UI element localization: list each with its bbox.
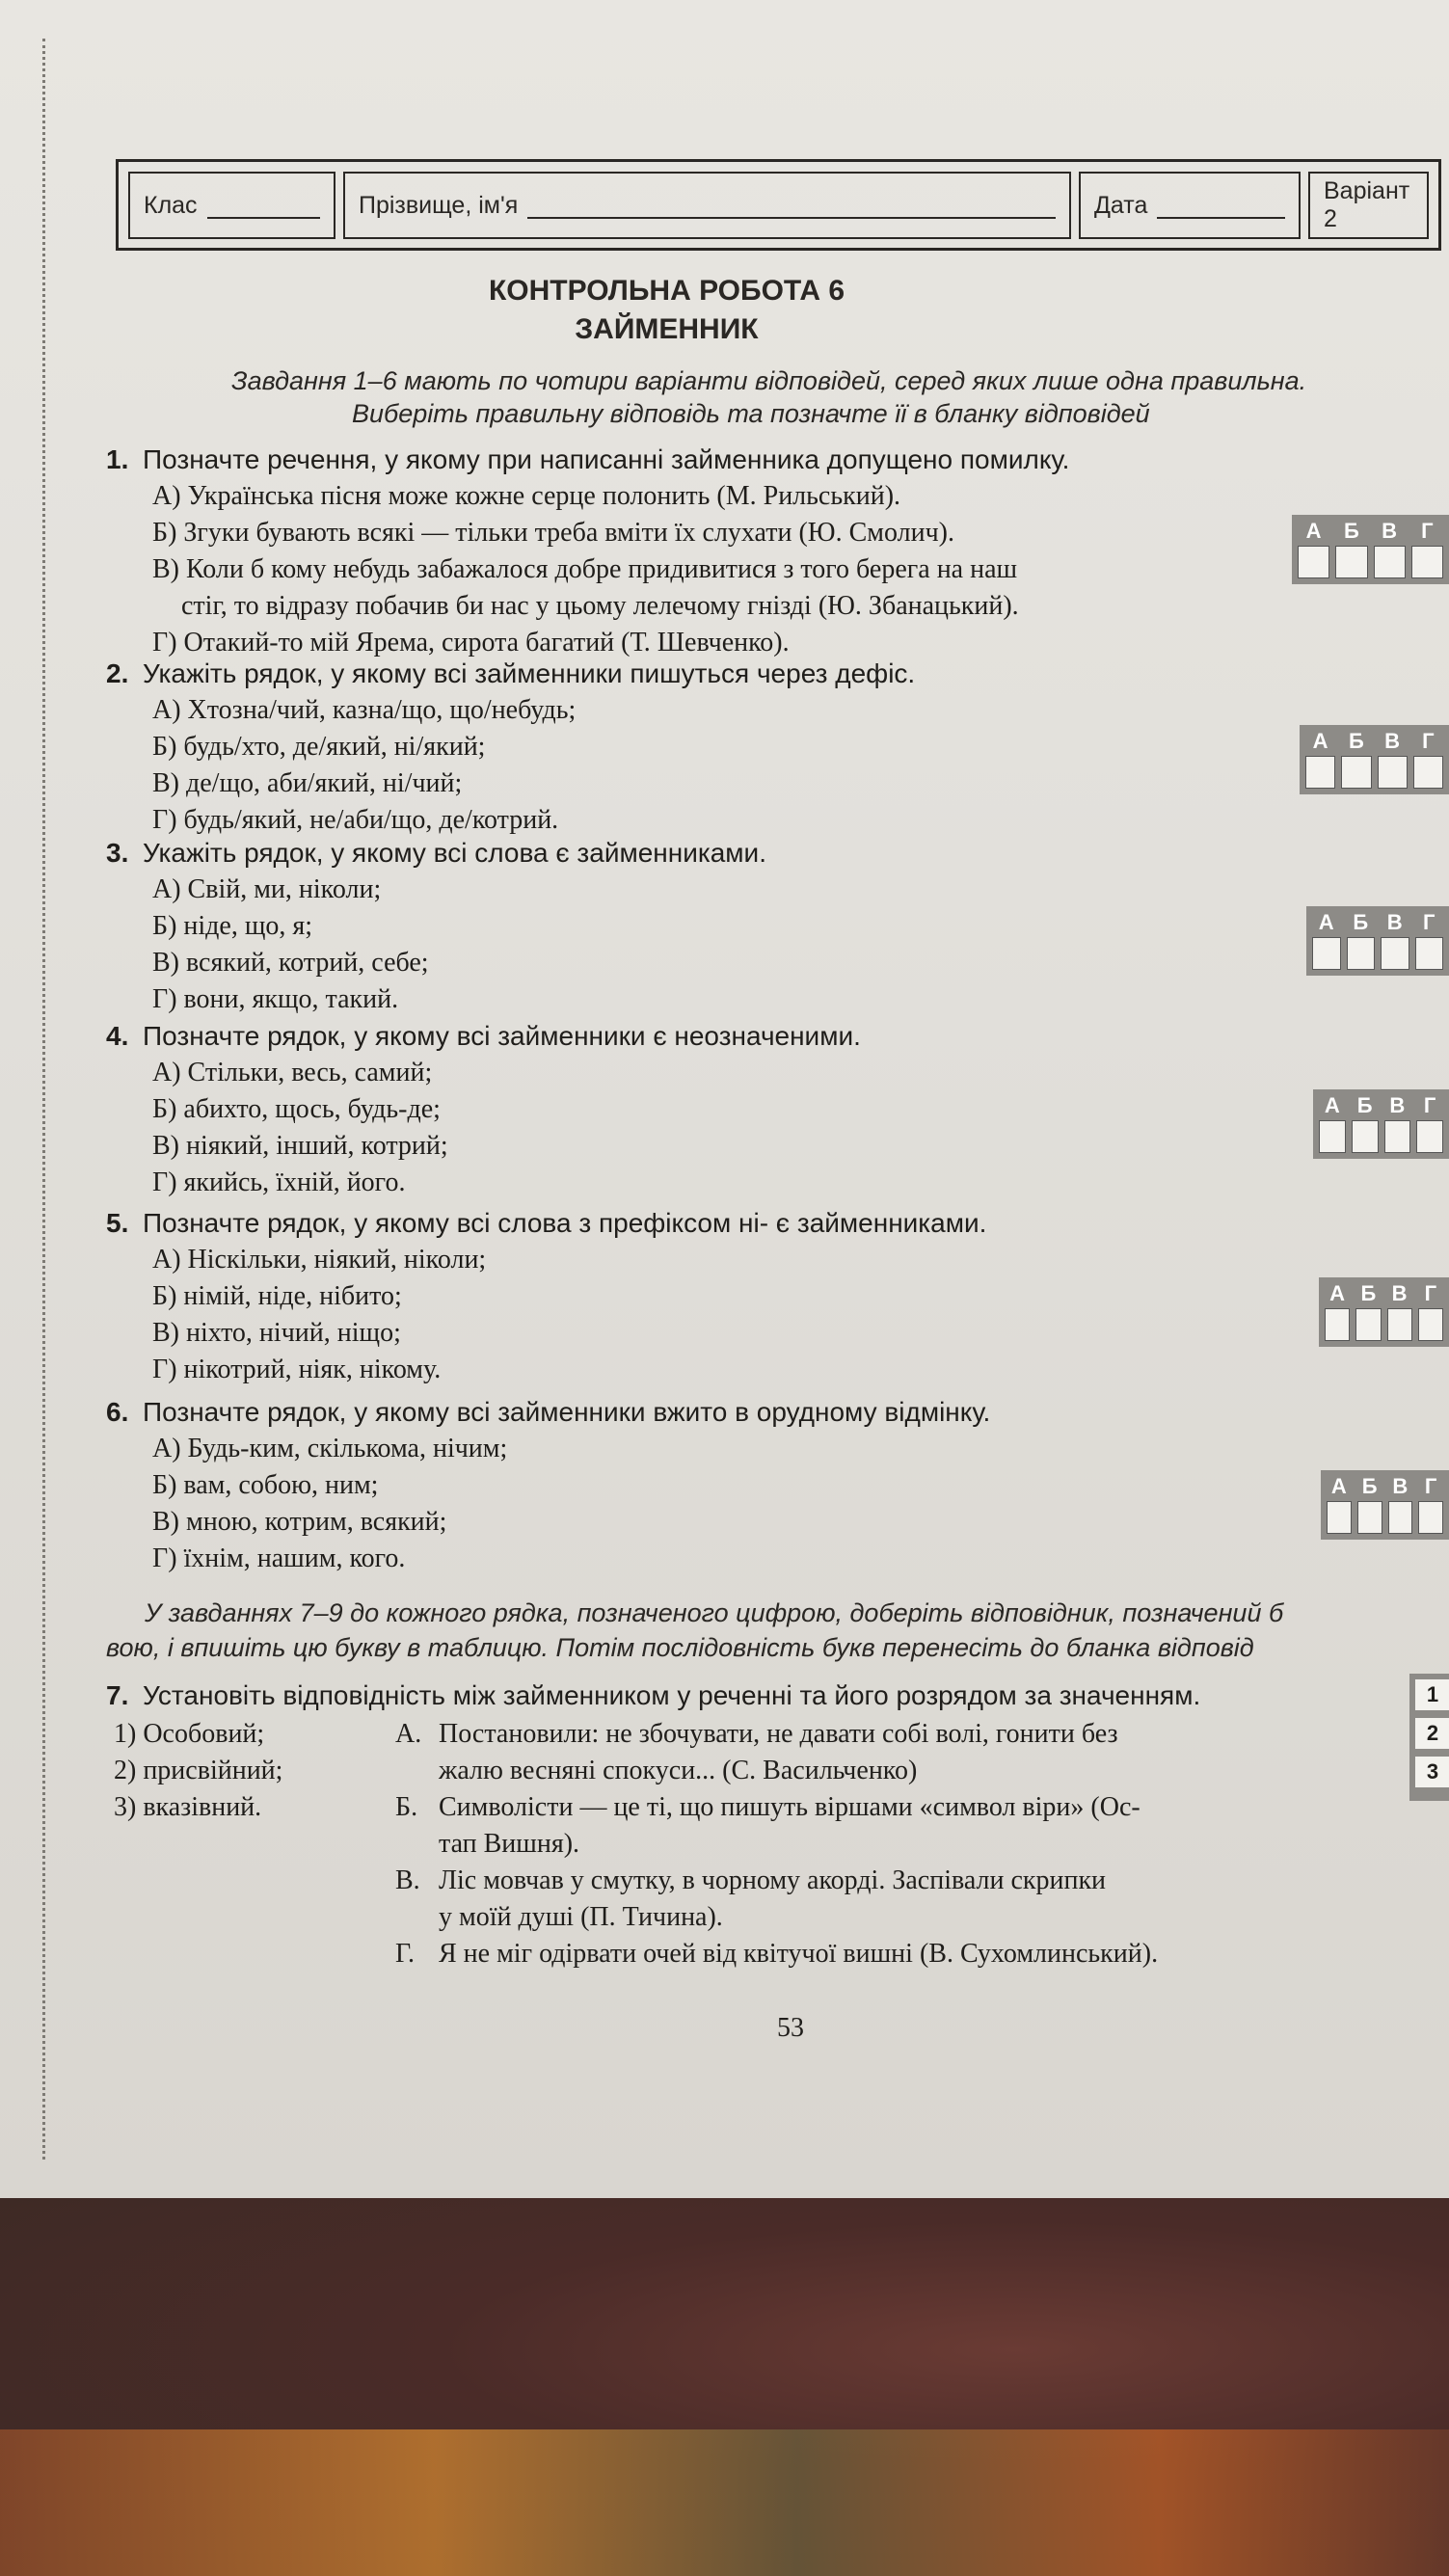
sentence-item-a: А. Постановили: не збочувати, не давати собі волі, гонити без жалю весняні спокуси... (С. Васильченко): [395, 1719, 1118, 1785]
question-2: 2. Укажіть рядок, у якому всі займенники пишуться через дефіс. А) Хтозна/чий, казна/що, що/небудь; Б) будь/хто, де/який, ні/який; В) де/що, аби/який, ні/чий; Г) будь/який, не/аби/що, де/котрий.: [106, 656, 1282, 839]
option: А) Хтозна/чий, казна/що, що/небудь;: [152, 695, 577, 725]
sentence-item-h: Г. Я не міг одірвати очей від квітучої вишні (В. Сухомлинський).: [395, 1939, 1159, 1969]
question-3: 3. Укажіть рядок, у якому всі слова є займенниками. А) Свій, ми, ніколи; Б) ніде, що, я; В) всякий, котрий, себе; Г) вони, якщо, такий.: [106, 835, 1282, 1018]
category-item: 2) присвійний;: [114, 1756, 283, 1785]
option: В) Коли б кому небудь забажалося добре придивитися з того берега на наш: [152, 554, 1018, 584]
date-field: Дата: [1079, 172, 1301, 239]
row-number[interactable]: 3: [1415, 1757, 1449, 1787]
question-5: 5. Позначте рядок, у якому всі слова з префіксом ні- є займенниками. А) Ніскільки, ніякий, ніколи; Б) німій, ніде, нібито; В) ніхто, нічий, ніщо; Г) нікотрий, ніяк, нікому.: [106, 1205, 1282, 1388]
answer-grid-1: А Б В Г: [1292, 515, 1449, 584]
variant-field: Варіант 2: [1308, 172, 1429, 239]
test-subtitle: ЗАЙМЕННИК: [575, 313, 759, 345]
option: А) Ніскільки, ніякий, ніколи;: [152, 1245, 487, 1275]
instruction-line-2: Виберіть правильну відповідь та позначте її в бланку відповідей: [352, 399, 1150, 428]
categories-list: [114, 1716, 282, 1826]
option: Б) німій, ніде, нібито;: [152, 1281, 402, 1311]
option: Г) якийсь, їхній, його.: [152, 1167, 406, 1197]
option: А) Стільки, весь, самий;: [152, 1058, 433, 1087]
background-fabric-pattern: [0, 2429, 1449, 2576]
option: В) ніякий, інший, котрий;: [152, 1131, 448, 1161]
answer-table-7: [1409, 1674, 1449, 1801]
test-title: КОНТРОЛЬНА РОБОТА 6: [488, 275, 845, 307]
question-7: 7. Установіть відповідність між займенником у реченні та його розрядом за значенням.: [106, 1680, 1201, 1710]
sentences-list: [395, 1716, 1359, 1972]
row-number[interactable]: 1: [1415, 1679, 1449, 1710]
answer-grid-5: А Б В Г: [1319, 1277, 1449, 1347]
option: Г) Отакий-то мій Ярема, сирота багатий (Т. Шевченко).: [152, 628, 790, 657]
instruction-line-1: Завдання 1–6 мають по чотири варіанти відповідей, серед яких лише одна правильна.: [231, 366, 1307, 395]
instruction2-line-2: вою, і впишіть цю букву в таблицю. Потім послідовність букв перенесіть до бланка відповід: [106, 1633, 1254, 1662]
option: А) Будь-ким, скількома, нічим;: [152, 1434, 508, 1463]
class-field: Клас: [128, 172, 335, 239]
option: А) Свій, ми, ніколи;: [152, 874, 382, 904]
answer-grid-2: А Б В Г: [1300, 725, 1449, 794]
question-4: 4. Позначте рядок, у якому всі займенники є неозначеними. А) Стільки, весь, самий; Б) абихто, щось, будь-де; В) ніякий, інший, котрий; Г) якийсь, їхній, його.: [106, 1018, 1282, 1201]
option: Б) Згуки бувають всякі — тільки треба вміти їх слухати (Ю. Смолич).: [152, 518, 954, 548]
option: Б) будь/хто, де/який, ні/який;: [152, 732, 486, 762]
answer-grid-4: А Б В Г: [1313, 1089, 1449, 1159]
option: В) де/що, аби/який, ні/чий;: [152, 768, 463, 798]
option: В) мною, котрим, всякий;: [152, 1507, 447, 1537]
sentence-item-v: В. Ліс мовчав у смутку, в чорному акорді. Заспівали скрипки у моїй душі (П. Тичина).: [395, 1865, 1107, 1932]
row-number[interactable]: 2: [1415, 1718, 1449, 1749]
answer-grid-6: А Б В Г: [1321, 1470, 1449, 1540]
option: В) ніхто, нічий, ніщо;: [152, 1318, 401, 1348]
instruction2-line-1: У завданнях 7–9 до кожного рядка, позначеного цифрою, доберіть відповідник, позначений б: [145, 1598, 1284, 1627]
option: В) всякий, котрий, себе;: [152, 948, 429, 978]
student-info-header: [116, 159, 1441, 251]
name-field: Прізвище, ім'я: [343, 172, 1071, 239]
option: Г) будь/який, не/аби/що, де/котрий.: [152, 805, 559, 835]
perforation-line: [42, 39, 45, 2160]
option: Г) нікотрий, ніяк, нікому.: [152, 1355, 442, 1384]
answer-grid-3: А Б В Г: [1306, 906, 1449, 976]
option-continuation: стіг, то відразу побачив би нас у цьому лелечому гнізді (Ю. Збанацький).: [181, 591, 1019, 621]
option: А) Українська пісня може кожне серце полонить (М. Рильський).: [152, 481, 901, 511]
question-6: 6. Позначте рядок, у якому всі займенники вжито в орудному відмінку. А) Будь-ким, скількома, нічим; Б) вам, собою, ним; В) мною, котрим, всякий; Г) їхнім, нашим, кого.: [106, 1394, 1282, 1577]
question-1: 1. Позначте речення, у якому при написанні займенника допущено помилку. А) Українська пісня може кожне серце полонить (М. Рильський). Б) Згуки бувають всякі — тільки треба вміти їх слухати (Ю. Смолич). В) Коли б кому небудь забажалося добре придивитися з того берега на наш стіг, то відразу побачив би нас у цьому лелечому гнізді (Ю. Збанацький). Г) Отакий-то мій Ярема, сирота багатий (Т. Шевченко).: [106, 442, 1282, 661]
option: Б) абихто, щось, будь-де;: [152, 1094, 441, 1124]
page-number: 53: [777, 2013, 804, 2043]
category-item: 1) Особовий;: [114, 1719, 265, 1749]
option: Б) вам, собою, ним;: [152, 1470, 379, 1500]
option: Б) ніде, що, я;: [152, 911, 313, 941]
option: Г) їхнім, нашим, кого.: [152, 1543, 406, 1573]
category-item: 3) вказівний.: [114, 1792, 262, 1822]
sentence-item-b: Б. Символісти — це ті, що пишуть віршами «символ віри» (Ос- тап Вишня).: [395, 1792, 1140, 1859]
option: Г) вони, якщо, такий.: [152, 984, 399, 1014]
